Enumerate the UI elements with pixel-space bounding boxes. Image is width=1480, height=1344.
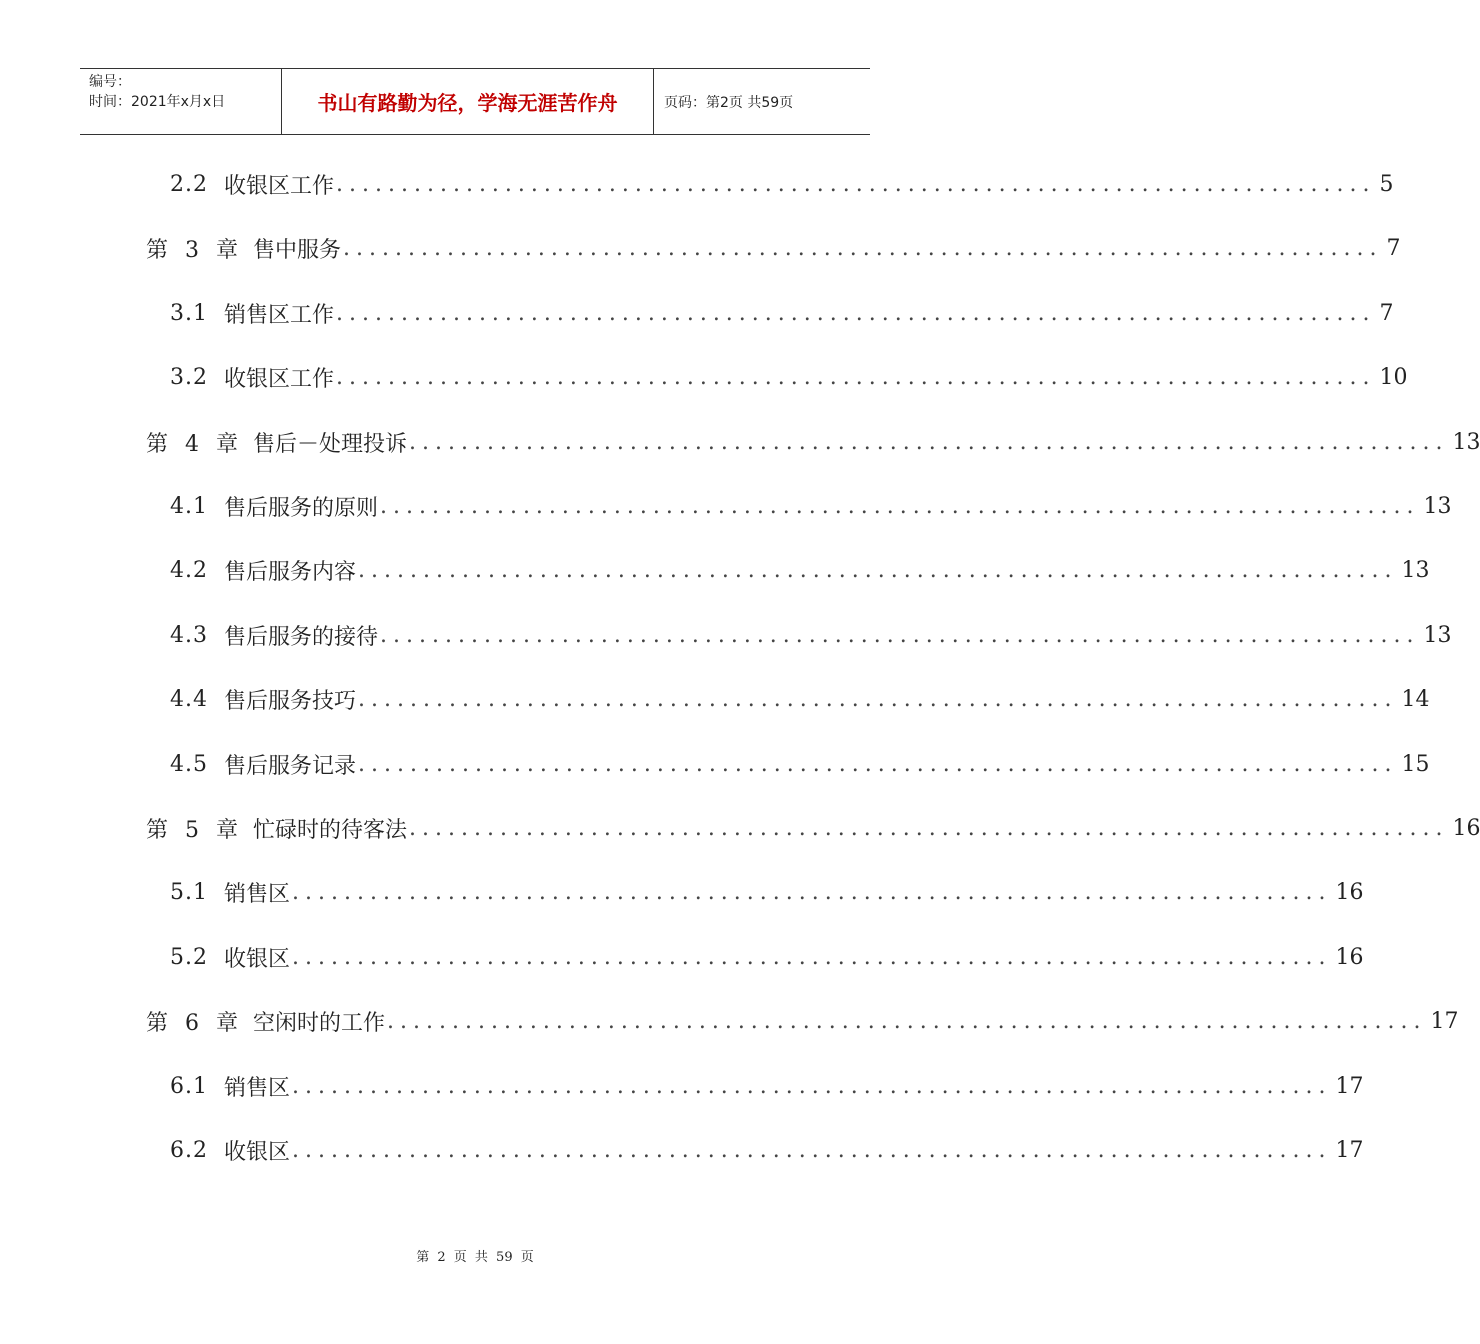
toc-entry-title: 收银区	[224, 1139, 291, 1165]
toc-entry-number: 5.1	[170, 879, 208, 905]
toc-chapter-entry[interactable]	[146, 1001, 1459, 1041]
toc-entry-page: 13	[1452, 429, 1480, 455]
toc-section-entry[interactable]	[170, 550, 1430, 590]
toc-entry-number: 第 6 章	[146, 1010, 239, 1036]
toc-dot-leader: ................................................................................	[336, 300, 1376, 326]
toc-entry-title: 忙碌时的待客法	[252, 817, 407, 843]
toc-section-entry[interactable]	[170, 872, 1364, 912]
toc-entry-number: 5.2	[170, 944, 208, 970]
toc-entry-page: 13	[1423, 622, 1452, 648]
toc-entry-title: 售后服务的接待	[224, 624, 379, 650]
toc-entry-title: 售后服务记录	[224, 753, 357, 779]
toc-entry-title: 销售区	[224, 881, 291, 907]
footer-page-number: 第 2 页 共 59 页	[416, 1250, 534, 1265]
toc-section-entry[interactable]	[170, 293, 1394, 333]
header-page-info-cell	[654, 69, 870, 134]
header-page-info: 页码：第2页 共59页	[664, 94, 794, 111]
toc-dot-leader: ................................................................................	[409, 815, 1449, 841]
toc-dot-leader: ................................................................................	[380, 622, 1420, 648]
toc-dot-leader: ................................................................................	[292, 944, 1332, 970]
toc-entry-number: 3.1	[170, 300, 208, 326]
toc-entry-number: 3.2	[170, 364, 208, 390]
toc-entry-number: 4.3	[170, 622, 208, 648]
toc-dot-leader: ................................................................................	[358, 557, 1398, 583]
toc-chapter-entry[interactable]	[146, 808, 1480, 848]
header-code-label: 编号：	[89, 74, 131, 90]
toc-entry-page: 16	[1335, 944, 1364, 970]
page-header	[80, 68, 870, 135]
toc-dot-leader: ................................................................................	[336, 171, 1376, 197]
toc-dot-leader: ................................................................................	[336, 364, 1376, 390]
toc-entry-page: 13	[1401, 557, 1430, 583]
toc-entry-number: 第 4 章	[146, 431, 239, 457]
toc-dot-leader: ................................................................................	[343, 235, 1383, 261]
toc-entry-page: 5	[1379, 171, 1394, 197]
toc-section-entry[interactable]	[170, 164, 1394, 204]
toc-entry-number: 第 3 章	[146, 237, 239, 263]
toc-entry-title: 售后服务的原则	[224, 495, 379, 521]
toc-chapter-entry[interactable]	[146, 228, 1401, 268]
toc-entry-number: 第 5 章	[146, 817, 239, 843]
header-motto-text: 书山有路勤为径，学海无涯苦作舟	[317, 91, 618, 115]
toc-dot-leader: ................................................................................	[358, 686, 1398, 712]
toc-dot-leader: ................................................................................	[292, 1073, 1332, 1099]
toc-entry-page: 7	[1379, 300, 1394, 326]
toc-entry-title: 收银区工作	[224, 173, 335, 199]
toc-dot-leader: ................................................................................	[292, 879, 1332, 905]
toc-section-entry[interactable]	[170, 486, 1452, 526]
toc-entry-page: 16	[1335, 879, 1364, 905]
toc-section-entry[interactable]	[170, 679, 1430, 719]
toc-entry-title: 销售区工作	[224, 302, 335, 328]
toc-entry-title: 收银区	[224, 946, 291, 972]
toc-chapter-entry[interactable]	[146, 422, 1480, 462]
toc-dot-leader: ................................................................................	[387, 1008, 1427, 1034]
toc-entry-title: 售后服务内容	[224, 559, 357, 585]
toc-entry-number: 4.1	[170, 493, 208, 519]
toc-entry-title: 空闲时的工作	[252, 1010, 385, 1036]
toc-entry-number: 4.4	[170, 686, 208, 712]
toc-entry-page: 16	[1452, 815, 1480, 841]
toc-entry-number: 4.5	[170, 751, 208, 777]
header-motto	[282, 69, 654, 134]
toc-entry-title: 售后服务技巧	[224, 688, 357, 714]
toc-section-entry[interactable]	[170, 357, 1408, 397]
toc-section-entry[interactable]	[170, 615, 1452, 655]
toc-entry-page: 17	[1335, 1137, 1364, 1163]
header-time-label: 时间：2021年x月x日	[89, 94, 226, 110]
header-meta-cell	[80, 69, 282, 134]
toc-entry-number: 2.2	[170, 171, 208, 197]
toc-entry-number: 6.2	[170, 1137, 208, 1163]
toc-dot-leader: ................................................................................	[380, 493, 1420, 519]
toc-entry-title: 销售区	[224, 1075, 291, 1101]
toc-section-entry[interactable]	[170, 744, 1430, 784]
toc-dot-leader: ................................................................................	[292, 1137, 1332, 1163]
toc-entry-number: 6.1	[170, 1073, 208, 1099]
toc-entry-page: 7	[1386, 235, 1401, 261]
toc-section-entry[interactable]	[170, 937, 1364, 977]
toc-entry-page: 17	[1335, 1073, 1364, 1099]
toc-entry-page: 15	[1401, 751, 1430, 777]
toc-entry-page: 10	[1379, 364, 1408, 390]
toc-dot-leader: ................................................................................	[409, 429, 1449, 455]
toc-entry-number: 4.2	[170, 557, 208, 583]
toc-section-entry[interactable]	[170, 1130, 1364, 1170]
toc-entry-page: 13	[1423, 493, 1452, 519]
toc-entry-page: 14	[1401, 686, 1430, 712]
toc-entry-title: 售中服务	[252, 237, 341, 263]
toc-entry-page: 17	[1430, 1008, 1459, 1034]
toc-entry-title: 收银区工作	[224, 366, 335, 392]
page-footer	[0, 1246, 950, 1265]
toc-entry-title: 售后－处理投诉	[252, 431, 407, 457]
toc-section-entry[interactable]	[170, 1066, 1364, 1106]
toc-dot-leader: ................................................................................	[358, 751, 1398, 777]
